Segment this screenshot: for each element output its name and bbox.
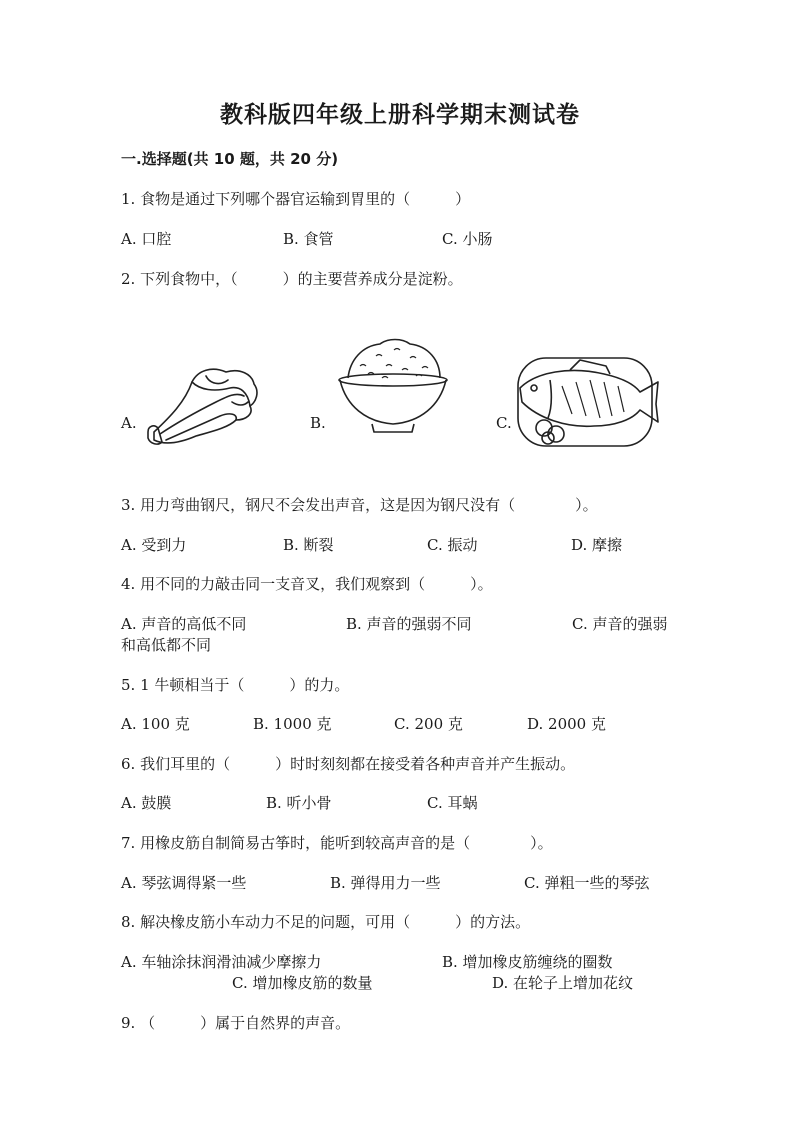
q8-option-c[interactable]: C. 增加橡皮筋的数量: [232, 974, 373, 992]
question-4: 4. 用不同的力敲击同一支音叉，我们观察到（ ）。: [121, 575, 493, 593]
q8-option-a[interactable]: A. 车轴涂抹润滑油减少摩擦力: [121, 953, 322, 971]
q7-option-a[interactable]: A. 琴弦调得紧一些: [121, 874, 247, 892]
q5-option-b[interactable]: B. 1000 克: [253, 715, 332, 733]
fish-plate-image: [510, 354, 662, 450]
q6-option-a[interactable]: A. 鼓膜: [121, 794, 172, 812]
question-9: 9. （ ）属于自然界的声音。: [121, 1014, 351, 1032]
question-1: 1. 食物是通过下列哪个器官运输到胃里的（ ）: [121, 190, 471, 208]
q6-option-b[interactable]: B. 听小骨: [266, 794, 332, 812]
q2-option-c[interactable]: C.: [496, 414, 512, 432]
q4-option-a[interactable]: A. 声音的高低不同: [121, 615, 247, 633]
q1-option-c[interactable]: C. 小肠: [442, 230, 493, 248]
q2-option-b[interactable]: B.: [310, 414, 326, 432]
question-3: 3. 用力弯曲钢尺，钢尺不会发出声音，这是因为钢尺没有（ ）。: [121, 496, 598, 514]
q3-option-a[interactable]: A. 受到力: [121, 536, 187, 554]
q3-option-b[interactable]: B. 断裂: [283, 536, 334, 554]
q8-option-b[interactable]: B. 增加橡皮筋缠绕的圈数: [442, 953, 613, 971]
q1-option-a[interactable]: A. 口腔: [121, 230, 172, 248]
question-2: 2. 下列食物中，（ ）的主要营养成分是淀粉。: [121, 270, 463, 288]
q5-option-d[interactable]: D. 2000 克: [527, 715, 606, 733]
q1-option-b[interactable]: B. 食管: [283, 230, 334, 248]
q6-option-c[interactable]: C. 耳蜗: [427, 794, 478, 812]
exam-title: 教科版四年级上册科学期末测试卷: [220, 102, 580, 128]
q5-option-a[interactable]: A. 100 克: [121, 715, 190, 733]
question-5: 5. 1 牛顿相当于（ ）的力。: [121, 676, 350, 694]
q8-option-d[interactable]: D. 在轮子上增加花纹: [492, 974, 634, 992]
cabbage-image: [140, 362, 264, 450]
rice-bowl-image: [336, 336, 450, 436]
q7-option-c[interactable]: C. 弹粗一些的琴弦: [524, 874, 650, 892]
question-6: 6. 我们耳里的（ ）时时刻刻都在接受着各种声音并产生振动。: [121, 755, 576, 773]
q4-option-c[interactable]: C. 声音的强弱: [572, 615, 668, 633]
q4-option-b[interactable]: B. 声音的强弱不同: [346, 615, 472, 633]
q3-option-c[interactable]: C. 振动: [427, 536, 478, 554]
question-7: 7. 用橡皮筋自制简易古筝时，能听到较高声音的是（ ）。: [121, 834, 553, 852]
section-heading: 一.选择题(共 10 题，共 20 分): [121, 150, 339, 168]
q5-option-c[interactable]: C. 200 克: [394, 715, 463, 733]
q4-option-c-continued: 和高低都不同: [121, 636, 212, 654]
q2-option-a[interactable]: A.: [121, 414, 137, 432]
q3-option-d[interactable]: D. 摩擦: [571, 536, 623, 554]
question-8: 8. 解决橡皮筋小车动力不足的问题，可用（ ）的方法。: [121, 913, 531, 931]
q7-option-b[interactable]: B. 弹得用力一些: [330, 874, 441, 892]
